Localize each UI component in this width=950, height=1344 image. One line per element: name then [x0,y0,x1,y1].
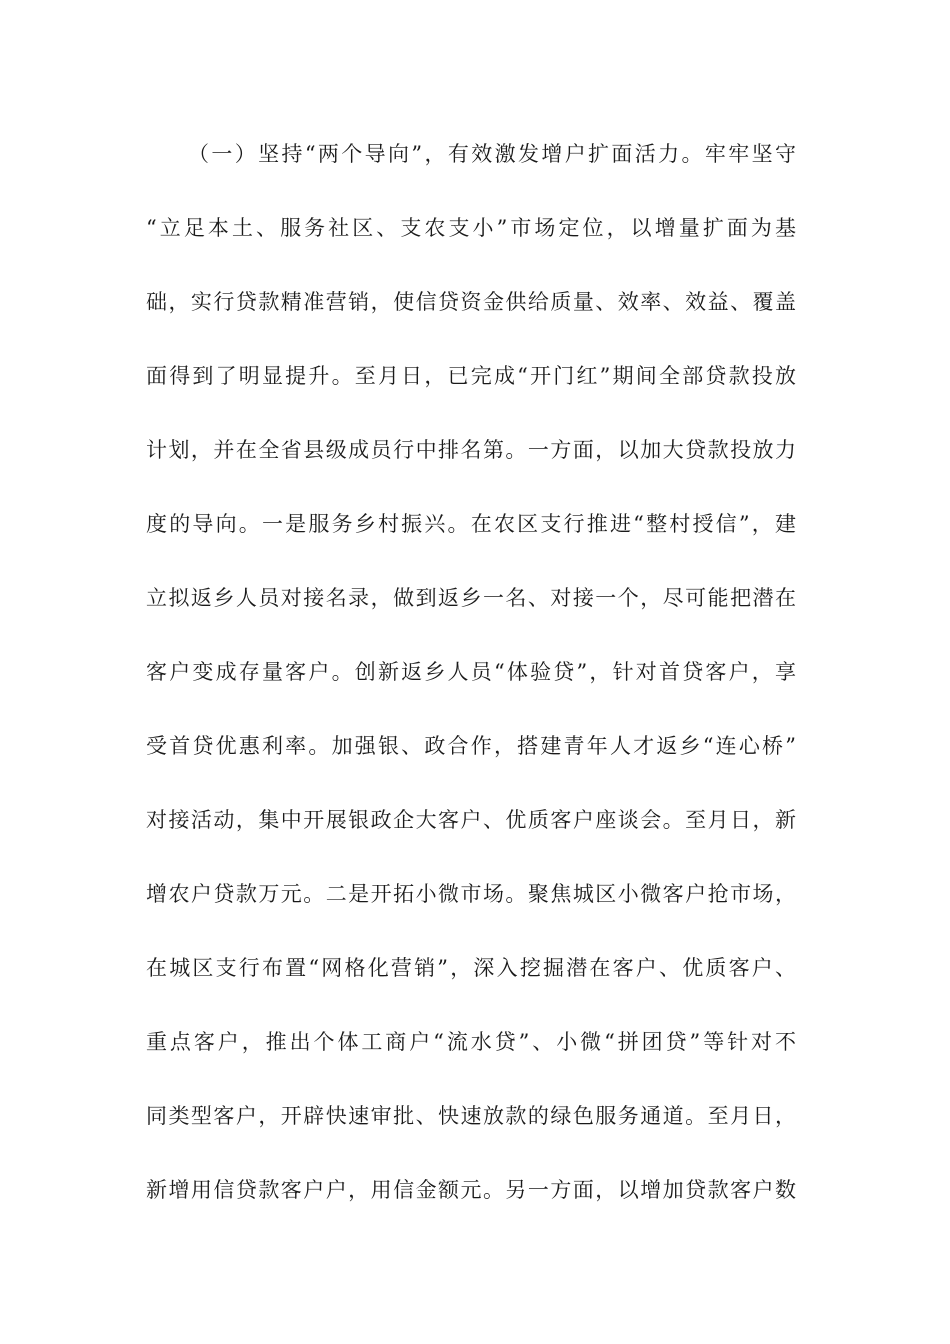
paragraph-line: 重点客户，推出个体工商户“流水贷”、小微“拼团贷”等针对不 [146,1030,796,1054]
paragraph-line: （一）坚持“两个导向”，有效激发增户扩面活力。牢牢坚守 [188,142,796,166]
paragraph-line: 计划，并在全省县级成员行中排名第。一方面，以加大贷款投放力 [146,438,796,462]
paragraph-line: 在城区支行布置“网格化营销”，深入挖掘潜在客户、优质客户、 [146,956,796,980]
paragraph-line: 同类型客户，开辟快速审批、快速放款的绿色服务通道。至月日， [146,1104,796,1128]
paragraph-line: 增农户贷款万元。二是开拓小微市场。聚焦城区小微客户抢市场， [146,882,796,906]
paragraph-line: 础，实行贷款精准营销，使信贷资金供给质量、效率、效益、覆盖 [146,290,796,314]
paragraph-line: 对接活动，集中开展银政企大客户、优质客户座谈会。至月日，新 [146,808,796,832]
body-paragraph [146,134,796,1244]
paragraph-line: 立拟返乡人员对接名录，做到返乡一名、对接一个，尽可能把潜在 [146,586,796,610]
paragraph-line: 度的导向。一是服务乡村振兴。在农区支行推进“整村授信”，建 [146,512,796,536]
paragraph-line: 客户变成存量客户。创新返乡人员“体验贷”，针对首贷客户，享 [146,660,796,684]
paragraph-line: 新增用信贷款客户户，用信金额元。另一方面，以增加贷款客户数 [146,1178,796,1202]
paragraph-line: “立足本土、服务社区、支农支小”市场定位，以增量扩面为基 [146,216,796,240]
paragraph-line: 受首贷优惠利率。加强银、政合作，搭建青年人才返乡“连心桥” [146,734,796,758]
paragraph-line: 面得到了明显提升。至月日，已完成“开门红”期间全部贷款投放 [146,364,796,388]
